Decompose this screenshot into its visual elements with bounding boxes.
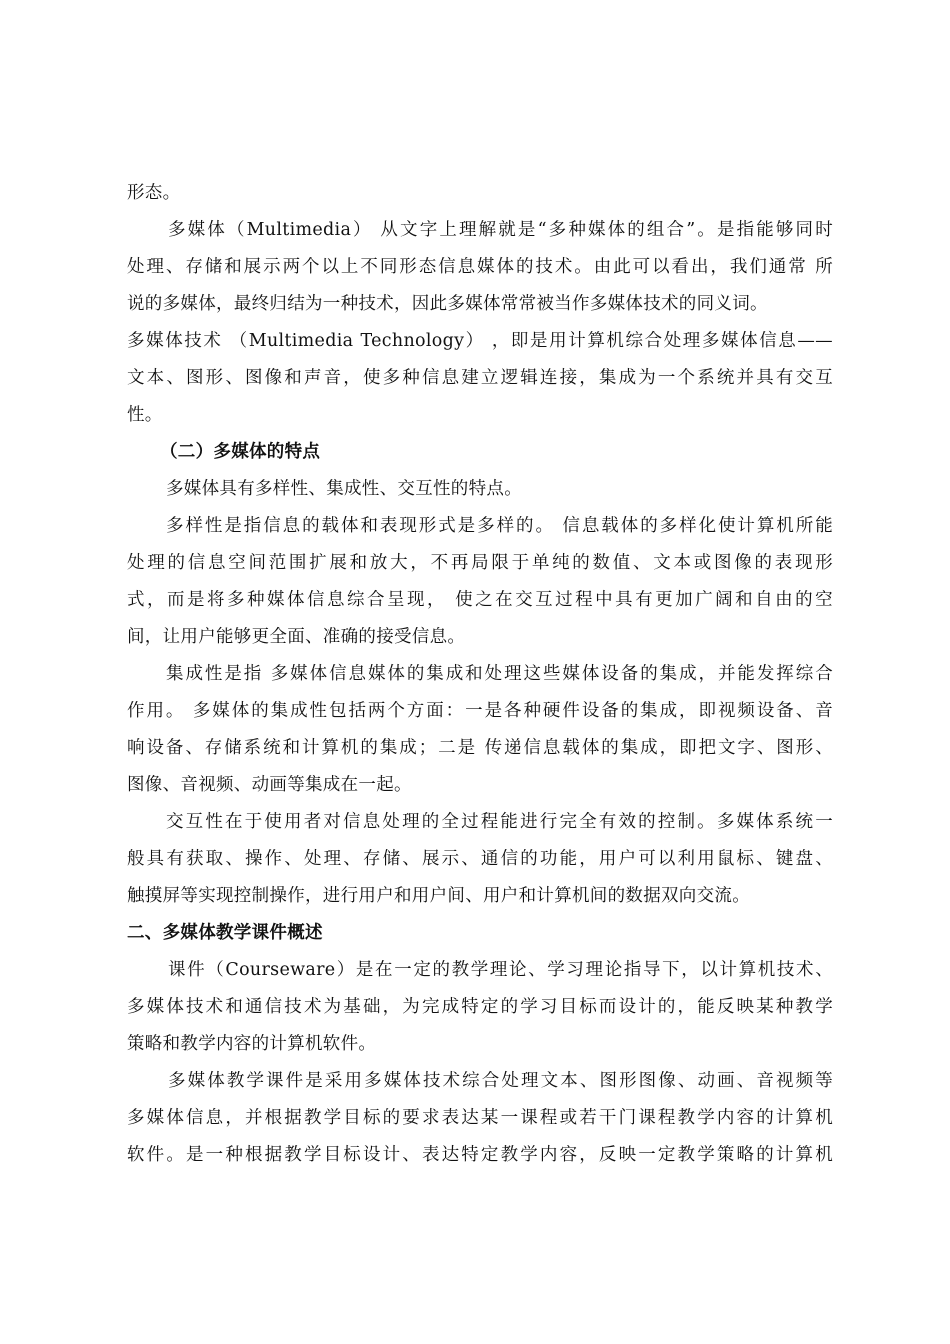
text-line: 作用。 多媒体的集成性包括两个方面：一是各种硬件设备的集成，即视频设备、音 — [127, 701, 833, 721]
text-line: 多媒体技术 （Multimedia Technology） ，即是用计算机综合处理多媒体信息—— — [127, 331, 833, 351]
text-line: 间，让用户能够更全面、准确的接受信息。 — [127, 627, 466, 647]
text-line: 图像、音视频、动画等集成在一起。 — [127, 775, 412, 795]
text-line: 性。 — [127, 405, 163, 425]
text-line: 触摸屏等实现控制操作，进行用户和用户间、用户和计算机间的数据双向交流。 — [127, 886, 750, 906]
text-line: 多媒体技术和通信技术为基础，为完成特定的学习目标而设计的，能反映某种教学 — [127, 997, 833, 1017]
text-line: 响设备、存储系统和计算机的集成；二是 传递信息载体的集成，即把文字、图形、 — [127, 738, 833, 758]
paragraph-start-multimedia: 多媒体（Multimedia） 从文字上理解就是“多种媒体的组合”。是指能够同时 — [168, 220, 833, 240]
text-line: 策略和教学内容的计算机软件。 — [127, 1034, 377, 1054]
text-line: 处理、存储和展示两个以上不同形态信息媒体的技术。由此可以看出，我们通常 所 — [127, 257, 833, 277]
paragraph-start-diversity: 多样性是指信息的载体和表现形式是多样的。 信息载体的多样化使计算机所能 — [166, 516, 833, 536]
section-heading-courseware: 二、多媒体教学课件概述 — [127, 923, 323, 943]
text-line: 式，而是将多种媒体信息综合呈现， 使之在交互过程中具有更加广阔和自由的空 — [127, 590, 833, 610]
text-line: 多媒体信息，并根据教学目标的要求表达某一课程或若干门课程教学内容的计算机 — [127, 1108, 833, 1128]
paragraph-start-courseware: 课件（Courseware）是在一定的教学理论、学习理论指导下，以计算机技术、 — [168, 960, 833, 980]
section-heading-features: （二）多媒体的特点 — [160, 442, 321, 462]
paragraph-start-integration: 集成性是指 多媒体信息媒体的集成和处理这些媒体设备的集成，并能发挥综合 — [166, 664, 833, 684]
text-line: 形态。 — [127, 183, 181, 203]
text-line: 多媒体具有多样性、集成性、交互性的特点。 — [166, 479, 522, 499]
text-line: 软件。是一种根据教学目标设计、表达特定教学内容，反映一定教学策略的计算机 — [127, 1145, 833, 1165]
paragraph-start-multimedia-courseware: 多媒体教学课件是采用多媒体技术综合处理文本、图形图像、动画、音视频等 — [168, 1071, 833, 1091]
text-line: 般具有获取、操作、处理、存储、展示、通信的功能，用户可以利用鼠标、键盘、 — [127, 849, 833, 869]
paragraph-start-interactivity: 交互性在于使用者对信息处理的全过程能进行完全有效的控制。多媒体系统一 — [166, 812, 833, 832]
text-line: 处理的信息空间范围扩展和放大，不再局限于单纯的数值、文本或图像的表现形 — [127, 553, 833, 573]
text-line: 说的多媒体，最终归结为一种技术，因此多媒体常常被当作多媒体技术的同义词。 — [127, 294, 768, 314]
text-line: 文本、图形、图像和声音，使多种信息建立逻辑连接，集成为一个系统并具有交互 — [127, 368, 833, 388]
